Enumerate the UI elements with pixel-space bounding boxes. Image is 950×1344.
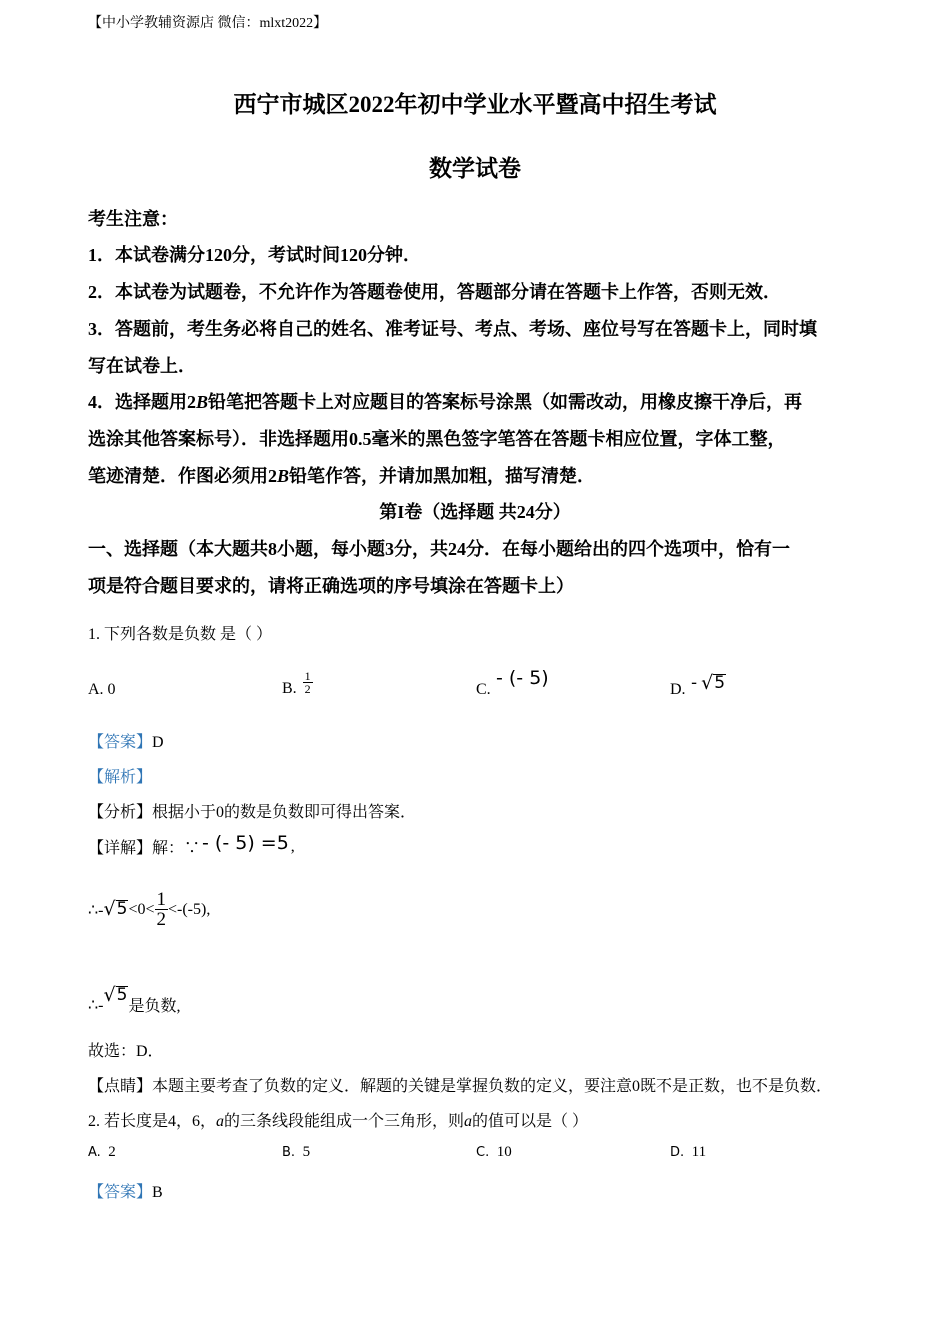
header-note: 【中小学教辅资源店 微信：mlxt2022】 — [88, 16, 328, 31]
q1-option-a: A. 0 — [88, 681, 116, 698]
section-heading-line1: 一、选择题（本大题共8小题，每小题3分，共24分．在每小题给出的四个选项中，恰有一 — [88, 539, 790, 559]
q1-option-b: B. $\frac{1}{2}$ — [282, 668, 311, 697]
q1-stem: 1. 下列各数是负数 是（ ） — [88, 626, 273, 643]
q2-stem: 2. 若长度是4，6，a的三条线段能组成一个三角形，则a的值可以是（ ） — [88, 1113, 589, 1130]
q1-answer: 【答案】D — [88, 734, 164, 751]
q1-inequality: ∴- √ 5 <0< $\frac{1}{2}$ <-(-5), — [88, 889, 211, 930]
note-1: 1．本试卷满分120分，考试时间120分钟． — [88, 245, 421, 265]
q1-choice: 故选：D． — [88, 1043, 164, 1060]
sqrt-symbol: √ 5 — [103, 984, 128, 1006]
note-2: 2．本试卷为试题卷，不允许作为答题卷使用，答题部分请在答题卡上作答，否则无效． — [88, 282, 781, 302]
exam-title: 西宁市城区2022年初中学业水平暨高中招生考试 — [233, 92, 717, 117]
q1-xiangjie: 【详解】 解：∵ - (- 5) =5 , — [88, 831, 295, 857]
q1-dianjing: 【点睛】本题主要考查了负数的定义．解题的关键是掌握负数的定义，要注意0既不是正数，也不是负数． — [88, 1078, 833, 1095]
q1-option-d-label: D. — [670, 681, 686, 698]
q1-analysis-tag: 【解析】 — [88, 769, 153, 786]
sqrt-symbol: √ 5 — [103, 898, 128, 920]
q2-option-a: A. 2 — [88, 1144, 116, 1160]
q1-option-c-expr: - (- 5) — [496, 667, 549, 689]
sqrt-symbol: √ 5 — [701, 672, 726, 694]
q1-option-d-expr: - √ 5 — [691, 672, 726, 694]
notes-heading: 考生注意： — [88, 209, 178, 229]
part-heading: 第I卷（选择题 共24分） — [379, 502, 571, 522]
note-4-line1: 4．选择题用2B铅笔把答题卡上对应题目的答案标号涂黑（如需改动，用橡皮擦干净后，再 — [88, 392, 803, 412]
q2-option-b: B. 5 — [282, 1144, 311, 1160]
note-4-line3: 笔迹清楚．作图必须用2B铅笔作答，并请加黑加粗，描写清楚． — [88, 466, 596, 486]
q2-option-c: C. 10 — [476, 1144, 512, 1160]
q2-answer: 【答案】B — [88, 1184, 163, 1201]
exam-subtitle: 数学试卷 — [429, 156, 521, 181]
q2-option-d: D. 11 — [670, 1144, 707, 1160]
note-4-line2: 选涂其他答案标号）．非选择题用0.5毫米的黑色签字笔答在答题卡相应位置，字体工整， — [88, 429, 786, 449]
q1-option-b-fraction: $\frac{1}{2}$ — [304, 668, 311, 696]
note-3-line2: 写在试卷上． — [88, 356, 196, 376]
section-heading-line2: 项是符合题目要求的，请将正确选项的序号填涂在答题卡上） — [88, 576, 574, 596]
q1-conclusion: ∴- √ 5 是负数, — [88, 984, 181, 1015]
q1-option-c-label: C. — [476, 681, 491, 698]
q1-inequality-fraction: $\frac{1}{2}$ — [156, 889, 166, 930]
note-3-line1: 3．答题前，考生务必将自己的姓名、准考证号、考点、考场、座位号写在答题卡上，同时填 — [88, 319, 817, 339]
q1-fenxi: 【分析】根据小于0的数是负数即可得出答案． — [88, 804, 417, 821]
